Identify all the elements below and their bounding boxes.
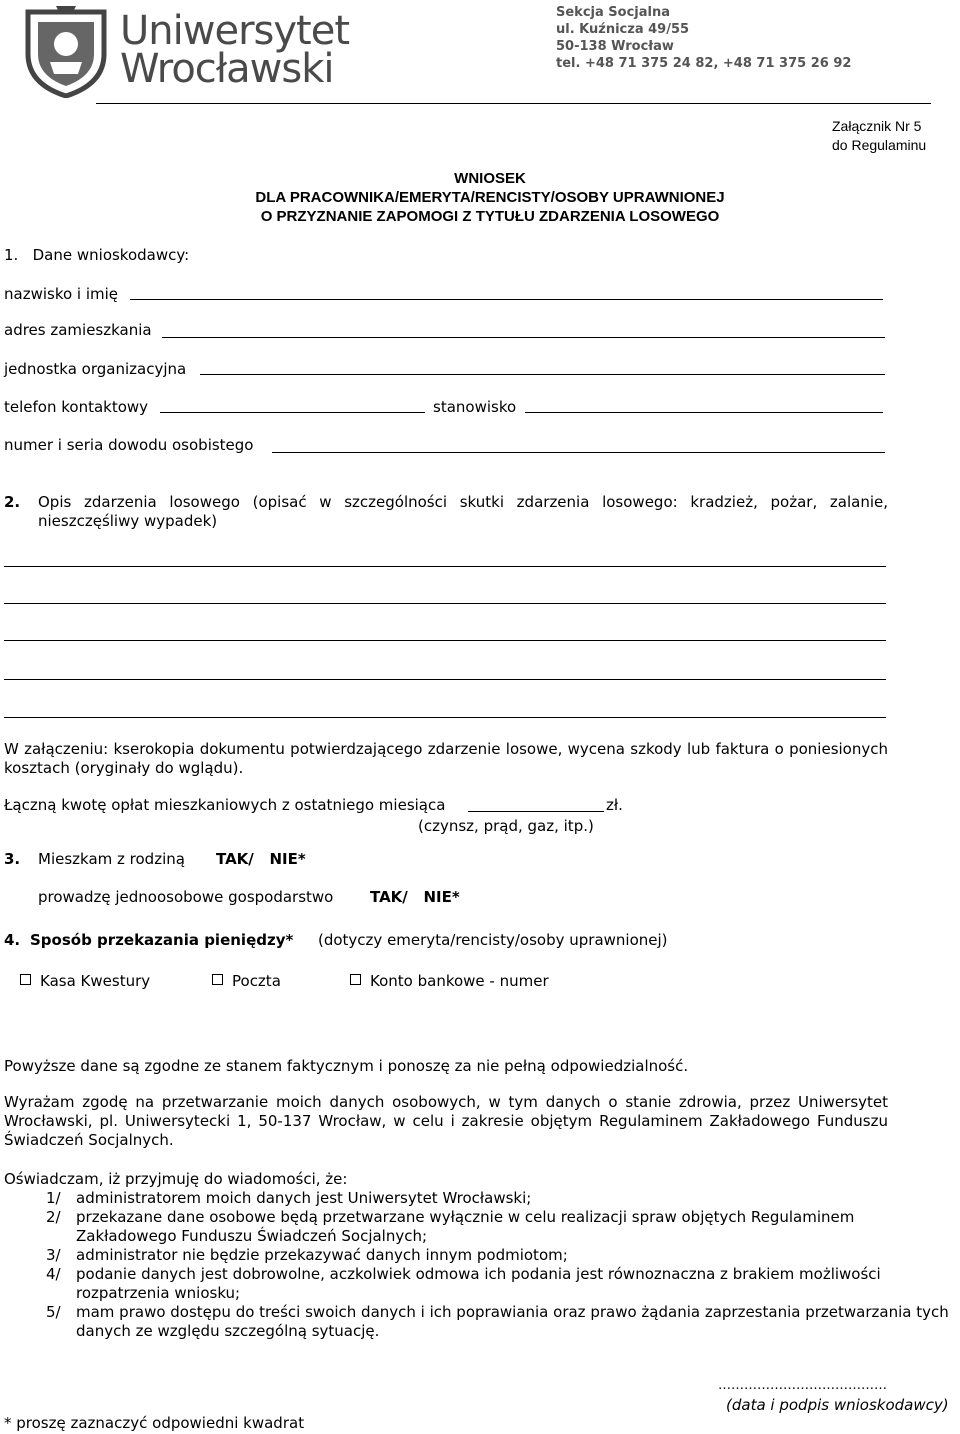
id-label: numer i seria dowodu osobistego bbox=[4, 436, 254, 454]
contact-line: ul. Kuźnicza 49/55 bbox=[556, 22, 690, 37]
title-line3: O PRZYZNANIE ZAPOMOGI Z TYTUŁU ZDARZENIA LOSOWEGO bbox=[260, 208, 720, 225]
fees-unit: zł. bbox=[606, 796, 623, 814]
phone-label: telefon kontaktowy bbox=[4, 398, 149, 416]
statement-accuracy: Powyższe dane są zgodne ze stanem faktycznym i ponoszę za nie pełną odpowiedzialność. bbox=[4, 1057, 689, 1075]
checkbox-icon[interactable] bbox=[20, 974, 31, 985]
position-field[interactable] bbox=[525, 412, 883, 413]
list-item bbox=[4, 1189, 944, 1208]
declaration-intro: Oświadczam, iż przyjmuję do wiadomości, że: bbox=[4, 1170, 348, 1188]
header-divider bbox=[96, 103, 931, 104]
section4-note: (dotyczy emeryta/rencisty/osoby uprawnionej) bbox=[318, 931, 668, 949]
annex-line2: do Regulaminu bbox=[832, 137, 927, 153]
id-field[interactable] bbox=[272, 452, 885, 453]
name-field[interactable] bbox=[130, 299, 883, 300]
university-name-line2: Wrocławski bbox=[120, 46, 334, 92]
item-number: 3/ bbox=[46, 1246, 61, 1264]
item-text: podanie danych jest dobrowolne, aczkolwiek odmowa ich podania jest równoznaczna z brakiem możliwości rozpatrzenia wniosku; bbox=[76, 1265, 881, 1302]
payment-option-bank[interactable] bbox=[350, 972, 549, 990]
fees-label: Łączną kwotę opłat mieszkaniowych z ostatniego miesiąca bbox=[4, 796, 446, 814]
payment-option-post[interactable] bbox=[212, 972, 281, 990]
annex-label bbox=[832, 117, 926, 155]
contact-line: Sekcja Socjalna bbox=[556, 5, 670, 20]
description-line[interactable] bbox=[4, 603, 886, 604]
section3-number: 3. bbox=[4, 850, 21, 868]
university-name-line1: Uniwersytet bbox=[120, 8, 349, 54]
family-options[interactable]: TAK/ NIE* bbox=[216, 850, 306, 868]
address-field[interactable] bbox=[162, 337, 885, 338]
item-number: 4/ bbox=[46, 1265, 61, 1283]
section2-text: Opis zdarzenia losowego (opisać w szczególności skutki zdarzenia losowego: kradzież, pożar, zalanie, nieszczęśliwy wypadek) bbox=[38, 493, 888, 530]
description-line[interactable] bbox=[4, 717, 886, 718]
single-household-label: prowadzę jednoosobowe gospodarstwo bbox=[38, 888, 334, 906]
section2-number: 2. bbox=[4, 493, 21, 511]
fees-note: (czynsz, prąd, gaz, itp.) bbox=[418, 817, 594, 835]
declaration-list bbox=[4, 1189, 949, 1341]
university-logo bbox=[20, 2, 349, 98]
list-item bbox=[4, 1208, 896, 1246]
title-line1: WNIOSEK bbox=[454, 170, 526, 187]
section1-title: Dane wnioskodawcy: bbox=[32, 246, 190, 264]
statement-consent: Wyrażam zgodę na przetwarzanie moich danych osobowych, w tym danych o stanie zdrowia, przez Uniwersytet Wrocławski, pl. Uniwersytecki 1, 50-137 Wrocław, w celu i zakresie objętym Regulaminem Zakładowego Funduszu Świadczeń Socjalnych. bbox=[4, 1093, 888, 1149]
address-label: adres zamieszkania bbox=[4, 321, 152, 339]
section4-heading: Sposób przekazania pieniędzy* bbox=[30, 931, 294, 949]
signature-label: (data i podpis wnioskodawcy) bbox=[726, 1396, 949, 1414]
family-label: Mieszkam z rodziną bbox=[38, 850, 185, 868]
item-number: 1/ bbox=[46, 1189, 61, 1207]
checkbox-icon[interactable] bbox=[350, 974, 361, 985]
university-crest-icon bbox=[20, 2, 112, 98]
phone-field[interactable] bbox=[160, 412, 425, 413]
footnote: * proszę zaznaczyć odpowiedni kwadrat bbox=[4, 1414, 305, 1432]
checkbox-icon[interactable] bbox=[212, 974, 223, 985]
description-line[interactable] bbox=[4, 640, 886, 641]
unit-field[interactable] bbox=[200, 374, 885, 375]
document-title bbox=[180, 169, 800, 226]
list-item bbox=[4, 1303, 956, 1341]
unit-label: jednostka organizacyjna bbox=[4, 360, 187, 378]
section4-number: 4. bbox=[4, 931, 21, 949]
title-line2: DLA PRACOWNIKA/EMERYTA/RENCISTY/OSOBY UPRAWNIONEJ bbox=[255, 189, 725, 206]
section2-description bbox=[4, 493, 888, 531]
description-line[interactable] bbox=[4, 566, 886, 567]
contact-line: tel. +48 71 375 24 82, +48 71 375 26 92 bbox=[556, 56, 852, 71]
contact-block bbox=[556, 4, 851, 72]
item-text: administrator nie będzie przekazywać danych innym podmiotom; bbox=[76, 1246, 568, 1264]
item-number: 5/ bbox=[46, 1303, 61, 1321]
annex-line1: Załącznik Nr 5 bbox=[832, 118, 922, 134]
list-item bbox=[4, 1265, 926, 1303]
position-label: stanowisko bbox=[433, 398, 517, 416]
item-text: przekazane dane osobowe będą przetwarzane wyłącznie w celu realizacji spraw objętych Regulaminem Zakładowego Funduszu Świadczeń Socjalnych; bbox=[76, 1208, 855, 1245]
item-text: mam prawo dostępu do treści swoich danych i ich poprawiania oraz prawo żądania zaprzestania przetwarzania tych danych ze względu szczególną sytuację. bbox=[76, 1303, 949, 1340]
single-household-options[interactable]: TAK/ NIE* bbox=[370, 888, 460, 906]
fees-field[interactable] bbox=[468, 811, 604, 812]
option-label: Poczta bbox=[232, 972, 281, 990]
list-item bbox=[4, 1246, 944, 1265]
item-text: administratorem moich danych jest Uniwersytet Wrocławski; bbox=[76, 1189, 532, 1207]
section1-heading bbox=[4, 246, 189, 264]
name-label: nazwisko i imię bbox=[4, 285, 119, 303]
contact-line: 50-138 Wrocław bbox=[556, 39, 674, 54]
description-line[interactable] bbox=[4, 679, 886, 680]
payment-option-cash[interactable] bbox=[20, 972, 150, 990]
attachment-note: W załączeniu: kserokopia dokumentu potwierdzającego zdarzenie losowe, wycena szkody lub faktura o poniesionych kosztach (oryginały do wglądu). bbox=[4, 740, 888, 777]
option-label: Kasa Kwestury bbox=[40, 972, 151, 990]
item-number: 2/ bbox=[46, 1208, 61, 1226]
signature-line[interactable]: ………………………………… bbox=[718, 1378, 887, 1393]
option-label: Konto bankowe - numer bbox=[370, 972, 549, 990]
section1-number: 1. bbox=[4, 246, 19, 264]
